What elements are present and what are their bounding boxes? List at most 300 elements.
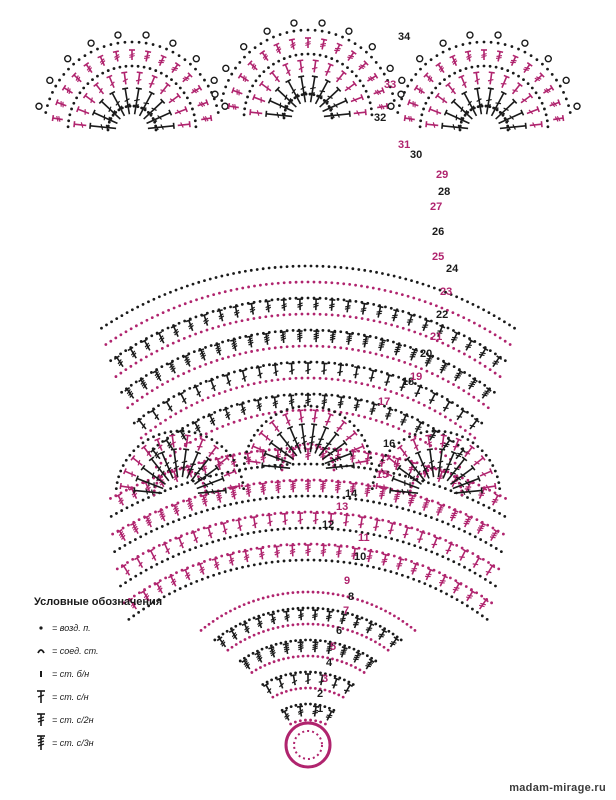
- chain-dot: [327, 408, 330, 411]
- chain-dot: [79, 91, 82, 94]
- chain-dot: [286, 543, 289, 546]
- chain-dot: [298, 543, 301, 546]
- stitch-mark: [468, 378, 477, 389]
- chain-dot: [334, 544, 337, 547]
- stitch-mark: [411, 563, 419, 574]
- stitch-mark: [305, 38, 311, 48]
- chain-dot: [346, 66, 349, 69]
- chain-dot: [310, 511, 313, 514]
- stitch-mark: [385, 408, 393, 419]
- stitch-mark: [482, 388, 491, 399]
- chain-dot: [337, 694, 340, 697]
- chain-dot: [367, 318, 370, 321]
- stitch-mark: [330, 332, 336, 343]
- chain-dot: [366, 601, 369, 604]
- chain-dot: [481, 449, 484, 452]
- chain-dot: [103, 45, 106, 48]
- chain-dot: [319, 393, 322, 396]
- chain-dot: [172, 51, 175, 54]
- stitch-mark: [183, 569, 191, 580]
- chain-dot: [156, 314, 159, 317]
- chain-dot: [304, 719, 307, 722]
- chain-dot: [150, 566, 153, 569]
- legend-item-text: = ст. с/н: [52, 691, 89, 702]
- chain-dot: [136, 399, 139, 402]
- stitch-mark: [242, 551, 249, 562]
- chain-dot: [337, 378, 340, 381]
- chain-dot: [531, 87, 534, 90]
- picot-loop: [36, 103, 42, 109]
- chain-dot: [450, 595, 453, 598]
- chain-dot: [484, 578, 487, 581]
- chain-dot: [366, 286, 369, 289]
- chain-dot: [268, 662, 271, 665]
- chain-dot: [126, 561, 129, 564]
- chain-dot: [258, 75, 261, 78]
- chain-dot: [457, 386, 460, 389]
- chain-dot: [497, 568, 500, 571]
- stitch-mark: [197, 563, 204, 574]
- chain-dot: [383, 646, 386, 649]
- stitch-mark: [175, 106, 187, 114]
- chain-dot: [369, 456, 372, 459]
- chain-dot: [229, 322, 232, 325]
- stitch-mark: [369, 370, 376, 381]
- stitch-mark: [492, 356, 501, 367]
- chain-dot: [152, 298, 155, 301]
- chain-dot: [448, 48, 451, 51]
- chain-dot: [138, 41, 141, 44]
- chain-dot: [334, 266, 337, 269]
- chain-dot: [345, 363, 348, 366]
- chain-dot: [456, 598, 459, 601]
- chain-dot: [546, 68, 549, 71]
- chain-dot: [375, 605, 378, 608]
- chain-dot: [484, 365, 487, 368]
- chain-dot: [247, 400, 250, 403]
- row-number-label: 24: [446, 263, 459, 275]
- chain-dot: [213, 411, 216, 414]
- chain-dot: [168, 593, 171, 596]
- row-number-label: 1: [317, 703, 324, 715]
- center-ring-inner: [294, 731, 322, 759]
- chain-dot: [477, 306, 480, 309]
- chain-dot: [398, 441, 401, 444]
- chain-dot: [381, 272, 384, 275]
- chain-dot: [284, 641, 287, 644]
- chain-dot: [136, 501, 139, 504]
- legend-item-sc: [34, 662, 234, 685]
- chain-dot: [120, 509, 123, 512]
- chain-dot: [283, 57, 286, 60]
- stitch-mark: [535, 73, 544, 82]
- chain-dot: [495, 66, 498, 69]
- chain-dot: [325, 313, 328, 316]
- chain-dot: [165, 75, 168, 78]
- stitch-mark: [465, 51, 472, 61]
- chain-dot: [356, 598, 359, 601]
- chain-dot: [447, 380, 450, 383]
- stitch-mark: [353, 618, 361, 628]
- chain-dot: [157, 404, 160, 407]
- stitch-mark: [269, 614, 276, 624]
- stitch-mark: [107, 75, 115, 87]
- chain-dot: [461, 601, 464, 604]
- chain-dot: [363, 467, 366, 470]
- chain-dot: [258, 530, 261, 533]
- chain-dot: [51, 91, 54, 94]
- chain-dot: [391, 92, 394, 95]
- chain-dot: [463, 334, 466, 337]
- chain-dot: [381, 519, 384, 522]
- chain-dot: [194, 68, 197, 71]
- row-number-label: 30: [410, 149, 423, 161]
- chain-dot: [430, 58, 433, 61]
- stitch-mark: [158, 55, 166, 65]
- stitch-mark: [121, 72, 127, 84]
- chain-dot: [434, 409, 437, 412]
- chain-dot: [310, 405, 313, 408]
- chain-dot: [256, 349, 259, 352]
- chain-dot: [419, 315, 422, 318]
- chain-dot: [387, 649, 390, 652]
- chain-dot: [304, 671, 307, 674]
- stitch-mark: [149, 75, 158, 87]
- chain-dot: [54, 85, 57, 88]
- chain-dot: [471, 414, 474, 417]
- chain-dot: [145, 356, 148, 359]
- chain-dot: [309, 639, 312, 642]
- chain-dot: [325, 377, 328, 380]
- stitch-mark: [297, 410, 303, 422]
- stitch-mark: [335, 482, 341, 493]
- stitch-mark: [410, 349, 418, 360]
- chain-dot: [372, 566, 375, 569]
- chain-dot: [440, 590, 443, 593]
- stitch-mark: [258, 548, 264, 559]
- chain-dot: [312, 623, 315, 626]
- chain-dot: [226, 273, 229, 276]
- chain-dot: [292, 406, 295, 409]
- chain-dot: [547, 125, 550, 128]
- chain-dot: [499, 337, 502, 340]
- row-number-label: 21: [430, 331, 443, 343]
- picot-loop: [319, 20, 325, 26]
- chain-dot: [322, 345, 325, 348]
- chain-dot: [454, 462, 457, 465]
- chain-dot: [201, 578, 204, 581]
- stitch-mark: [148, 123, 174, 130]
- chain-dot: [360, 499, 363, 502]
- chain-dot: [336, 610, 339, 613]
- chain-dot: [194, 119, 197, 122]
- stitch-mark: [326, 710, 334, 720]
- chain-dot: [451, 311, 454, 314]
- chain-dot: [450, 431, 453, 434]
- chain-dot: [438, 82, 441, 85]
- chain-dot: [494, 585, 497, 588]
- stitch-mark: [334, 43, 342, 53]
- chain-dot: [120, 314, 123, 317]
- chain-dot: [362, 652, 365, 655]
- chain-dot: [253, 382, 256, 385]
- chain-dot: [337, 593, 340, 596]
- chain-dot: [155, 129, 158, 132]
- chain-dot: [130, 384, 133, 387]
- chain-dot: [292, 607, 295, 610]
- chain-dot: [216, 441, 219, 444]
- stitch-mark: [312, 410, 319, 422]
- chain-dot: [107, 69, 110, 72]
- chain-dot: [283, 394, 286, 397]
- stitch-mark: [320, 39, 327, 49]
- chain-dot: [280, 675, 283, 678]
- chain-dot: [218, 506, 221, 509]
- slip-stitch-arc-icon: [34, 642, 48, 660]
- stitch-mark: [124, 468, 136, 477]
- chain-dot: [412, 399, 415, 402]
- chain-dot: [287, 656, 290, 659]
- chain-dot: [294, 721, 297, 724]
- chain-dot: [342, 594, 345, 597]
- chain-dot: [372, 385, 375, 388]
- chain-dot: [114, 337, 117, 340]
- row-number-label: 9: [344, 575, 351, 587]
- chain-dot: [164, 419, 167, 422]
- stitch-mark: [56, 100, 66, 108]
- chain-dot: [297, 655, 300, 658]
- chain-dot: [253, 531, 256, 534]
- chain-dot: [408, 542, 411, 545]
- chain-dot: [243, 462, 246, 465]
- chain-dot: [298, 265, 301, 268]
- chain-dot: [431, 500, 434, 503]
- chain-dot: [333, 346, 336, 349]
- chain-dot: [467, 438, 470, 441]
- chain-dot: [155, 482, 158, 485]
- chain-dot: [247, 532, 250, 535]
- stitch-mark: [148, 549, 156, 560]
- stitch-mark: [117, 530, 125, 541]
- chain-dot: [370, 638, 373, 641]
- picot-loop: [115, 32, 121, 38]
- chain-dot: [337, 314, 340, 317]
- chain-stitch-dot-icon: [34, 619, 48, 637]
- stitch-mark: [289, 545, 295, 556]
- chain-dot: [314, 639, 317, 642]
- chain-dot: [468, 356, 471, 359]
- chain-dot: [155, 563, 158, 566]
- chain-dot: [489, 368, 492, 371]
- chain-dot: [177, 375, 180, 378]
- chain-dot: [338, 643, 341, 646]
- stitch-mark: [283, 63, 291, 75]
- chain-dot: [393, 555, 396, 558]
- chain-dot: [243, 113, 246, 116]
- chain-dot: [390, 390, 393, 393]
- chain-dot: [169, 416, 172, 419]
- chain-dot: [329, 673, 332, 676]
- stitch-mark: [272, 397, 278, 408]
- chain-dot: [138, 518, 141, 521]
- stitch-mark: [459, 75, 467, 87]
- chain-dot: [295, 559, 298, 562]
- chain-dot: [438, 485, 441, 488]
- chain-dot: [172, 520, 175, 523]
- chain-dot: [482, 403, 485, 406]
- chain-dot: [384, 610, 387, 613]
- chain-dot: [465, 67, 468, 70]
- chain-dot: [244, 417, 247, 420]
- chain-dot: [175, 485, 178, 488]
- chain-dot: [455, 544, 458, 547]
- stitch-mark: [236, 519, 243, 530]
- row-number-label: 6: [336, 625, 343, 637]
- stitch-mark: [164, 400, 172, 411]
- chain-dot: [276, 528, 279, 531]
- picot-loop: [211, 77, 217, 83]
- chain-dot: [395, 392, 398, 395]
- chain-dot: [140, 359, 143, 362]
- chain-dot: [289, 495, 292, 498]
- chain-dot: [418, 580, 421, 583]
- chain-dot: [351, 630, 354, 633]
- chain-dot: [313, 53, 316, 56]
- chain-dot: [416, 461, 419, 464]
- chain-dot: [232, 272, 235, 275]
- chain-dot: [375, 419, 378, 422]
- chain-dot: [164, 576, 167, 579]
- chain-dot: [403, 430, 406, 433]
- chain-dot: [182, 500, 185, 503]
- stitch-mark: [454, 370, 463, 381]
- chain-dot: [300, 29, 303, 32]
- chain-dot: [124, 349, 127, 352]
- chain-dot: [371, 487, 374, 490]
- chain-dot: [159, 422, 162, 425]
- chain-dot: [235, 464, 238, 467]
- chain-dot: [295, 527, 298, 530]
- picot-loop: [143, 32, 149, 38]
- chain-dot: [137, 65, 140, 68]
- stitch-mark: [263, 683, 271, 693]
- chain-dot: [274, 346, 277, 349]
- chain-dot: [407, 509, 410, 512]
- stitch-mark: [408, 495, 416, 506]
- chain-dot: [200, 544, 203, 547]
- chain-dot: [161, 383, 164, 386]
- chain-dot: [135, 362, 138, 365]
- chain-dot: [295, 377, 298, 380]
- chain-dot: [314, 719, 317, 722]
- chain-dot: [430, 516, 433, 519]
- chain-dot: [286, 265, 289, 268]
- chain-dot: [277, 60, 280, 63]
- chain-dot: [67, 125, 70, 128]
- chain-dot: [294, 639, 297, 642]
- stitch-mark: [113, 51, 120, 61]
- stitch-mark: [488, 72, 495, 84]
- chain-dot: [378, 321, 381, 324]
- chain-dot: [462, 316, 465, 319]
- legend-item-text: = ст. с/2н: [52, 714, 94, 725]
- chain-dot: [256, 414, 259, 417]
- chain-dot: [117, 475, 120, 478]
- chain-dot: [229, 569, 232, 572]
- chain-dot: [343, 678, 346, 681]
- chain-dot: [322, 623, 325, 626]
- chain-dot: [258, 316, 261, 319]
- chain-dot: [67, 68, 70, 71]
- chain-dot: [170, 78, 173, 81]
- stitch-mark: [171, 63, 180, 73]
- chain-dot: [150, 353, 153, 356]
- chain-dot: [227, 79, 230, 82]
- chain-dot: [166, 523, 169, 526]
- chain-dot: [216, 376, 219, 379]
- chain-dot: [384, 569, 387, 572]
- chain-dot: [422, 283, 425, 286]
- chain-dot: [360, 46, 363, 49]
- chain-dot: [331, 479, 334, 482]
- chain-dot: [325, 450, 328, 453]
- chain-dot: [403, 344, 406, 347]
- chain-dot: [327, 463, 330, 466]
- chain-dot: [360, 285, 363, 288]
- chain-dot: [350, 664, 353, 667]
- chain-dot: [193, 350, 196, 353]
- chain-dot: [393, 456, 396, 459]
- chain-dot: [430, 320, 433, 323]
- row-number-label: 18: [402, 376, 415, 388]
- chain-dot: [86, 82, 89, 85]
- chain-dot: [471, 66, 474, 69]
- chain-dot: [125, 459, 128, 462]
- stitch-mark: [390, 487, 418, 494]
- chain-dot: [234, 625, 237, 628]
- chain-dot: [282, 609, 285, 612]
- chain-dot: [331, 378, 334, 381]
- chain-dot: [304, 703, 307, 706]
- chain-dot: [327, 624, 330, 627]
- stitch-mark: [168, 575, 176, 586]
- stitch-mark: [392, 310, 400, 321]
- chain-dot: [452, 525, 455, 528]
- chain-dot: [270, 480, 273, 483]
- chain-dot: [140, 437, 143, 440]
- stitch-mark: [414, 85, 424, 94]
- stitch-mark: [443, 438, 452, 449]
- chain-dot: [500, 550, 503, 553]
- chain-dot: [461, 494, 464, 497]
- stitch-mark: [178, 121, 190, 127]
- chain-dot: [327, 608, 330, 611]
- row-number-label: 4: [326, 657, 333, 669]
- chain-dot: [135, 343, 138, 346]
- chain-dot: [443, 78, 446, 81]
- chain-dot: [223, 537, 226, 540]
- chain-dot: [428, 407, 431, 410]
- chain-dot: [370, 462, 373, 465]
- chain-dot: [333, 469, 336, 472]
- chain-dot: [148, 585, 151, 588]
- chain-dot: [494, 333, 497, 336]
- chain-dot: [402, 541, 405, 544]
- chain-dot: [287, 608, 290, 611]
- stitch-mark: [270, 71, 280, 82]
- chain-dot: [172, 555, 175, 558]
- chain-dot: [373, 484, 376, 487]
